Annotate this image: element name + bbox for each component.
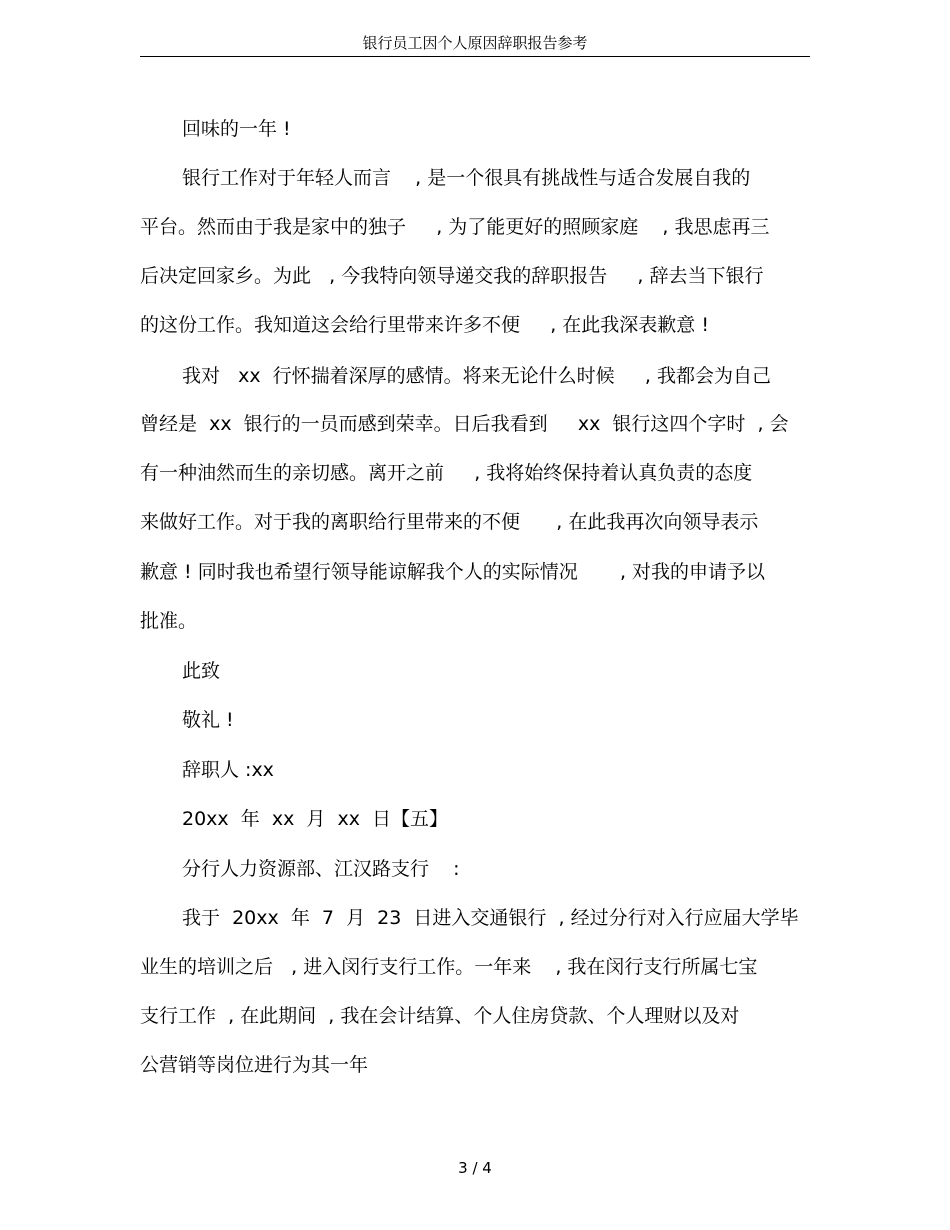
body-line: 我对 xx 行怀揣着深厚的感情。将来无论什么时候 , 我都会为自己	[182, 365, 771, 387]
body-line: 支行工作 , 在此期间 , 我在会计结算、个人住房贷款、个人理财以及对	[140, 1005, 740, 1027]
body-line: 银行工作对于年轻人而言 , 是一个很具有挑战性与适合发展自我的	[182, 167, 751, 189]
signature-line: 辞职人 :xx	[182, 759, 274, 781]
body-line: 歉意 ! 同时我也希望行领导能谅解我个人的实际情况 , 对我的申请予以	[140, 561, 766, 583]
closing-regards: 敬礼 !	[182, 709, 234, 731]
body-line: 曾经是 xx 银行的一员而感到荣幸。日后我看到 xx 银行这四个字时 , 会	[140, 413, 789, 435]
body-line: 回味的一年 !	[182, 118, 291, 140]
body-line: 公营销等岗位进行为其一年	[140, 1054, 369, 1076]
header-divider	[140, 56, 810, 57]
body-line: 我于 20xx 年 7 月 23 日进入交通银行 , 经过分行对入行应届大学毕	[182, 907, 799, 929]
closing-salutation: 此致	[182, 660, 221, 682]
body-line: 批准。	[140, 610, 198, 632]
page-number: 3 / 4	[458, 1159, 492, 1177]
page-header-title: 银行员工因个人原因辞职报告参考	[362, 34, 588, 52]
body-line: 后决定回家乡。为此 , 今我特向领导递交我的辞职报告 , 辞去当下银行	[140, 265, 764, 287]
body-line: 来做好工作。对于我的离职给行里带来的不便 , 在此我再次向领导表示	[140, 511, 759, 533]
body-line: 平台。然而由于我是家中的独子 , 为了能更好的照顾家庭 , 我思虑再三	[140, 216, 770, 238]
addressee-line: 分行人力资源部、江汉路支行 :	[182, 858, 460, 880]
body-line: 有一种油然而生的亲切感。离开之前 , 我将始终保持着认真负责的态度	[140, 462, 753, 484]
body-line: 业生的培训之后 , 进入闵行支行工作。一年来 , 我在闵行支行所属七宝	[140, 956, 758, 978]
body-line: 的这份工作。我知道这会给行里带来许多不便 , 在此我深表歉意 !	[140, 314, 709, 336]
date-line: 20xx 年 xx 月 xx 日【五】	[182, 808, 449, 830]
